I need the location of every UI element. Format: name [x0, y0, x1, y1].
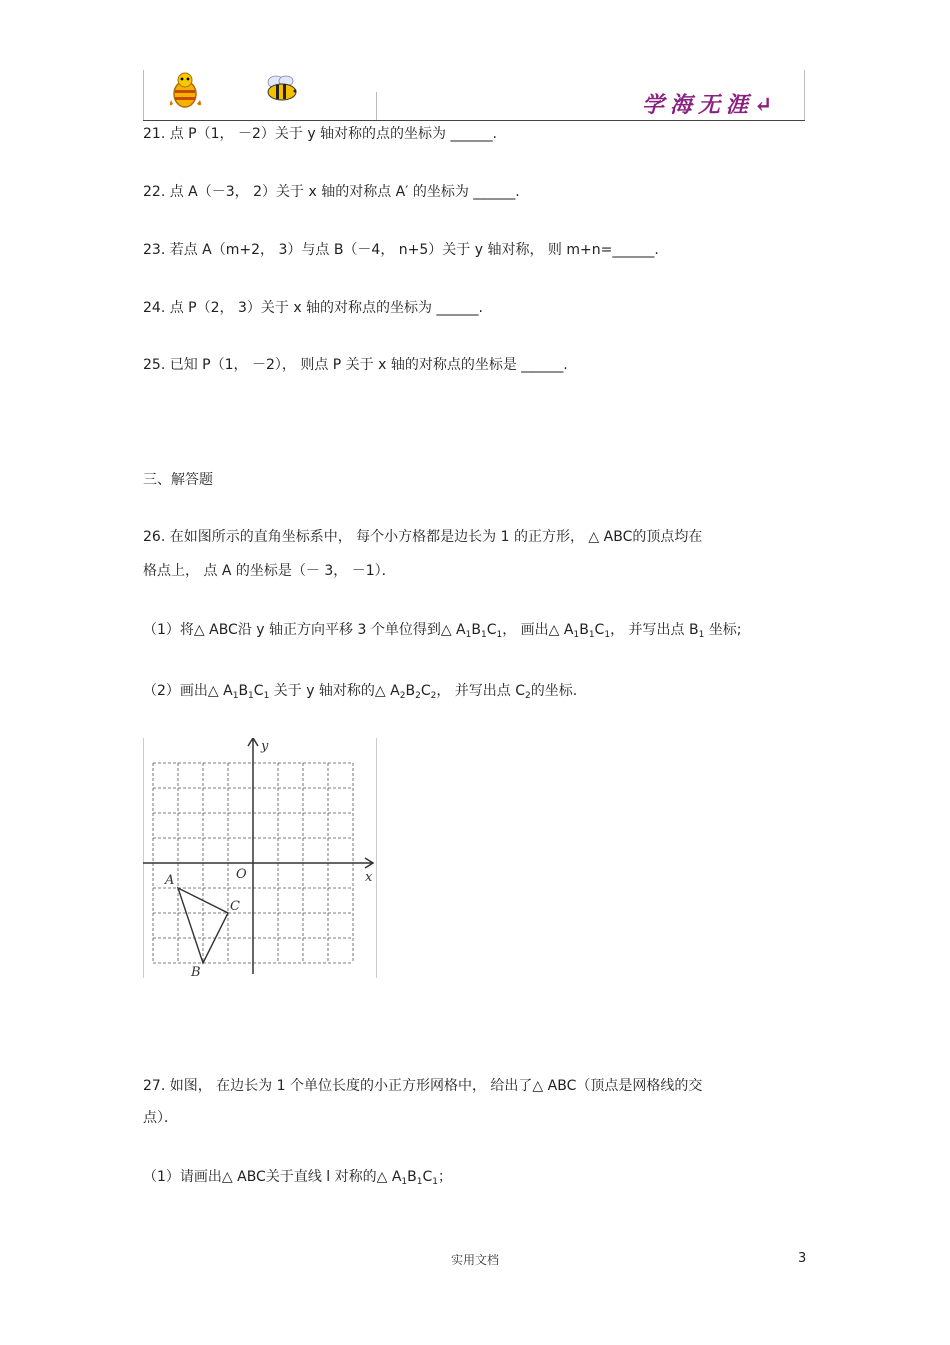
header-brand: 学海无涯↵ [642, 92, 779, 118]
vertex-a-label: A [165, 873, 175, 888]
question-26-part1: （1）将△ ABC沿 y 轴正方向平移 3 个单位得到△ $A_1B_1C_1$， 画出△ $A_1B_1C_1$， 并写出点 $B_1$ 坐标; [143, 622, 742, 640]
question-21: 21. 点 P（1， －2）关于 y 轴对称的点的坐标为 ______. [143, 126, 497, 142]
origin-label: O [236, 867, 247, 882]
question-26-line1: 26. 在如图所示的直角坐标系中， 每个小方格都是边长为 1 的正方形， △ ABC的顶点均在 [143, 529, 703, 545]
header-divider [376, 92, 377, 120]
x-axis-label: x [365, 870, 373, 885]
bee-mascot-icon [165, 70, 207, 110]
question-27-part1: （1）请画出△ ABC关于直线 l 对称的△ $A_1B_1C_1$； [143, 1169, 453, 1187]
question-23: 23. 若点 A（m+2， 3）与点 B（－4， n+5）关于 y 轴对称， 则 m+n=______. [143, 242, 659, 258]
question-25: 25. 已知 P（1， －2）， 则点 P 关于 x 轴的对称点的坐标是 ______. [143, 357, 568, 373]
coordinate-grid-figure [143, 738, 378, 978]
header-left-border [143, 70, 144, 120]
vertex-b-label: B [191, 965, 201, 978]
question-26-line2: 格点上， 点 A 的坐标是（－ 3， －1）． [143, 563, 396, 579]
footer-label: 实用文档 [450, 1253, 499, 1267]
bee-icon [262, 74, 302, 102]
y-axis-label: y [261, 739, 269, 754]
question-26-part2: （2）画出△ $A_1B_1C_1$ 关于 y 轴对称的△ $A_2B_2C_2$， 并写出点 $C_2$的坐标. [143, 683, 578, 701]
question-22: 22. 点 A（－3， 2）关于 x 轴的对称点 A′ 的坐标为 ______. [143, 184, 520, 200]
header-right-border [804, 70, 805, 120]
header-rule [143, 120, 805, 121]
question-24: 24. 点 P（2， 3）关于 x 轴的对称点的坐标为 ______. [143, 300, 483, 316]
section-heading: 三、解答题 [143, 472, 213, 488]
question-27-line2: 点）． [143, 1110, 178, 1126]
page-number: 3 [798, 1251, 807, 1266]
question-27-line1: 27. 如图， 在边长为 1 个单位长度的小正方形网格中， 给出了△ ABC（顶点是网格线的交 [143, 1078, 703, 1094]
vertex-c-label: C [230, 899, 240, 914]
